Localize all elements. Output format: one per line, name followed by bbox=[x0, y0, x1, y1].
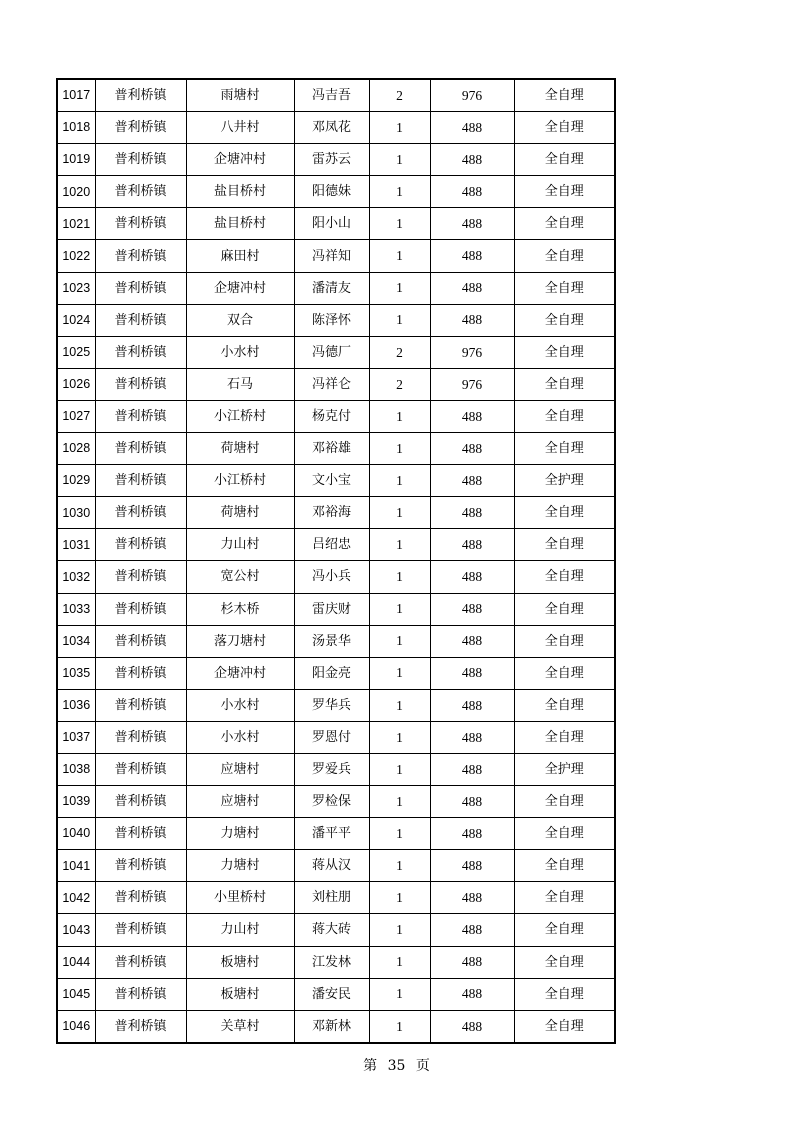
id-cell: 1018 bbox=[57, 112, 95, 144]
village-cell: 力山村 bbox=[186, 529, 294, 561]
id-cell: 1028 bbox=[57, 433, 95, 465]
town-cell: 普利桥镇 bbox=[95, 786, 186, 818]
id-cell: 1022 bbox=[57, 240, 95, 272]
count-cell: 2 bbox=[369, 368, 430, 400]
village-cell: 宽公村 bbox=[186, 561, 294, 593]
care-type-cell: 全自理 bbox=[514, 368, 615, 400]
table-row bbox=[57, 304, 615, 336]
town-cell: 普利桥镇 bbox=[95, 818, 186, 850]
id-cell: 1027 bbox=[57, 400, 95, 432]
amount-cell: 488 bbox=[430, 497, 514, 529]
care-type-cell: 全自理 bbox=[514, 914, 615, 946]
id-cell: 1040 bbox=[57, 818, 95, 850]
id-cell: 1044 bbox=[57, 946, 95, 978]
care-type-cell: 全自理 bbox=[514, 79, 615, 112]
care-type-cell: 全自理 bbox=[514, 721, 615, 753]
town-cell: 普利桥镇 bbox=[95, 561, 186, 593]
amount-cell: 488 bbox=[430, 272, 514, 304]
town-cell: 普利桥镇 bbox=[95, 882, 186, 914]
care-type-cell: 全自理 bbox=[514, 689, 615, 721]
count-cell: 1 bbox=[369, 625, 430, 657]
amount-cell: 488 bbox=[430, 400, 514, 432]
care-type-cell: 全自理 bbox=[514, 208, 615, 240]
village-cell: 板塘村 bbox=[186, 978, 294, 1010]
table-row bbox=[57, 657, 615, 689]
name-cell: 文小宝 bbox=[294, 465, 369, 497]
name-cell: 潘清友 bbox=[294, 272, 369, 304]
id-cell: 1041 bbox=[57, 850, 95, 882]
village-cell: 应塘村 bbox=[186, 753, 294, 785]
town-cell: 普利桥镇 bbox=[95, 914, 186, 946]
count-cell: 1 bbox=[369, 978, 430, 1010]
town-cell: 普利桥镇 bbox=[95, 336, 186, 368]
count-cell: 2 bbox=[369, 79, 430, 112]
village-cell: 双合 bbox=[186, 304, 294, 336]
care-type-cell: 全自理 bbox=[514, 240, 615, 272]
id-cell: 1032 bbox=[57, 561, 95, 593]
amount-cell: 488 bbox=[430, 529, 514, 561]
name-cell: 罗华兵 bbox=[294, 689, 369, 721]
town-cell: 普利桥镇 bbox=[95, 978, 186, 1010]
count-cell: 1 bbox=[369, 914, 430, 946]
id-cell: 1033 bbox=[57, 593, 95, 625]
village-cell: 关草村 bbox=[186, 1010, 294, 1043]
amount-cell: 488 bbox=[430, 946, 514, 978]
table-row bbox=[57, 978, 615, 1010]
amount-cell: 976 bbox=[430, 336, 514, 368]
id-cell: 1030 bbox=[57, 497, 95, 529]
table-row bbox=[57, 400, 615, 432]
id-cell: 1020 bbox=[57, 176, 95, 208]
village-cell: 应塘村 bbox=[186, 786, 294, 818]
count-cell: 1 bbox=[369, 721, 430, 753]
village-cell: 小江桥村 bbox=[186, 465, 294, 497]
village-cell: 力塘村 bbox=[186, 818, 294, 850]
count-cell: 1 bbox=[369, 400, 430, 432]
name-cell: 阳德妹 bbox=[294, 176, 369, 208]
amount-cell: 488 bbox=[430, 625, 514, 657]
care-type-cell: 全自理 bbox=[514, 561, 615, 593]
village-cell: 企塘冲村 bbox=[186, 144, 294, 176]
count-cell: 1 bbox=[369, 433, 430, 465]
name-cell: 潘平平 bbox=[294, 818, 369, 850]
care-type-cell: 全自理 bbox=[514, 433, 615, 465]
table-row bbox=[57, 593, 615, 625]
count-cell: 1 bbox=[369, 818, 430, 850]
amount-cell: 488 bbox=[430, 593, 514, 625]
count-cell: 1 bbox=[369, 208, 430, 240]
table-row bbox=[57, 176, 615, 208]
id-cell: 1026 bbox=[57, 368, 95, 400]
village-cell: 八井村 bbox=[186, 112, 294, 144]
care-type-cell: 全自理 bbox=[514, 144, 615, 176]
name-cell: 蒋大砖 bbox=[294, 914, 369, 946]
name-cell: 潘安民 bbox=[294, 978, 369, 1010]
amount-cell: 488 bbox=[430, 433, 514, 465]
table-row bbox=[57, 689, 615, 721]
village-cell: 盐目桥村 bbox=[186, 176, 294, 208]
table-row bbox=[57, 497, 615, 529]
town-cell: 普利桥镇 bbox=[95, 208, 186, 240]
town-cell: 普利桥镇 bbox=[95, 689, 186, 721]
town-cell: 普利桥镇 bbox=[95, 593, 186, 625]
town-cell: 普利桥镇 bbox=[95, 176, 186, 208]
amount-cell: 488 bbox=[430, 850, 514, 882]
amount-cell: 488 bbox=[430, 689, 514, 721]
care-type-cell: 全自理 bbox=[514, 882, 615, 914]
table-row bbox=[57, 753, 615, 785]
village-cell: 石马 bbox=[186, 368, 294, 400]
amount-cell: 488 bbox=[430, 753, 514, 785]
town-cell: 普利桥镇 bbox=[95, 112, 186, 144]
name-cell: 冯小兵 bbox=[294, 561, 369, 593]
id-cell: 1038 bbox=[57, 753, 95, 785]
name-cell: 罗爱兵 bbox=[294, 753, 369, 785]
id-cell: 1017 bbox=[57, 79, 95, 112]
name-cell: 罗恩付 bbox=[294, 721, 369, 753]
count-cell: 1 bbox=[369, 946, 430, 978]
care-type-cell: 全自理 bbox=[514, 978, 615, 1010]
table-row bbox=[57, 850, 615, 882]
id-cell: 1021 bbox=[57, 208, 95, 240]
table-row bbox=[57, 433, 615, 465]
care-type-cell: 全自理 bbox=[514, 818, 615, 850]
count-cell: 1 bbox=[369, 497, 430, 529]
village-cell: 杉木桥 bbox=[186, 593, 294, 625]
count-cell: 1 bbox=[369, 304, 430, 336]
care-type-cell: 全护理 bbox=[514, 753, 615, 785]
town-cell: 普利桥镇 bbox=[95, 433, 186, 465]
name-cell: 冯德厂 bbox=[294, 336, 369, 368]
town-cell: 普利桥镇 bbox=[95, 272, 186, 304]
village-cell: 力山村 bbox=[186, 914, 294, 946]
name-cell: 汤景华 bbox=[294, 625, 369, 657]
town-cell: 普利桥镇 bbox=[95, 400, 186, 432]
village-cell: 小水村 bbox=[186, 689, 294, 721]
village-cell: 盐目桥村 bbox=[186, 208, 294, 240]
village-cell: 小里桥村 bbox=[186, 882, 294, 914]
count-cell: 1 bbox=[369, 272, 430, 304]
table-row bbox=[57, 144, 615, 176]
village-cell: 小江桥村 bbox=[186, 400, 294, 432]
care-type-cell: 全护理 bbox=[514, 465, 615, 497]
village-cell: 落刀塘村 bbox=[186, 625, 294, 657]
id-cell: 1019 bbox=[57, 144, 95, 176]
village-cell: 雨塘村 bbox=[186, 79, 294, 112]
care-type-cell: 全自理 bbox=[514, 529, 615, 561]
count-cell: 1 bbox=[369, 240, 430, 272]
name-cell: 江发林 bbox=[294, 946, 369, 978]
records-table-container bbox=[56, 78, 616, 1044]
town-cell: 普利桥镇 bbox=[95, 946, 186, 978]
id-cell: 1042 bbox=[57, 882, 95, 914]
name-cell: 邓裕雄 bbox=[294, 433, 369, 465]
amount-cell: 488 bbox=[430, 818, 514, 850]
village-cell: 小水村 bbox=[186, 336, 294, 368]
care-type-cell: 全自理 bbox=[514, 400, 615, 432]
count-cell: 1 bbox=[369, 529, 430, 561]
id-cell: 1034 bbox=[57, 625, 95, 657]
care-type-cell: 全自理 bbox=[514, 1010, 615, 1043]
id-cell: 1043 bbox=[57, 914, 95, 946]
page-footer bbox=[0, 1055, 793, 1075]
count-cell: 1 bbox=[369, 1010, 430, 1043]
count-cell: 1 bbox=[369, 561, 430, 593]
amount-cell: 488 bbox=[430, 882, 514, 914]
name-cell: 陈泽怀 bbox=[294, 304, 369, 336]
table-row bbox=[57, 914, 615, 946]
care-type-cell: 全自理 bbox=[514, 336, 615, 368]
amount-cell: 488 bbox=[430, 978, 514, 1010]
table-row bbox=[57, 561, 615, 593]
count-cell: 1 bbox=[369, 465, 430, 497]
id-cell: 1024 bbox=[57, 304, 95, 336]
table-row bbox=[57, 1010, 615, 1043]
amount-cell: 488 bbox=[430, 208, 514, 240]
id-cell: 1037 bbox=[57, 721, 95, 753]
village-cell: 板塘村 bbox=[186, 946, 294, 978]
name-cell: 冯吉吾 bbox=[294, 79, 369, 112]
town-cell: 普利桥镇 bbox=[95, 144, 186, 176]
records-table bbox=[56, 78, 616, 1044]
table-row bbox=[57, 625, 615, 657]
table-row bbox=[57, 272, 615, 304]
count-cell: 1 bbox=[369, 176, 430, 208]
name-cell: 邓新林 bbox=[294, 1010, 369, 1043]
id-cell: 1025 bbox=[57, 336, 95, 368]
town-cell: 普利桥镇 bbox=[95, 497, 186, 529]
id-cell: 1045 bbox=[57, 978, 95, 1010]
count-cell: 1 bbox=[369, 689, 430, 721]
amount-cell: 488 bbox=[430, 144, 514, 176]
table-row bbox=[57, 336, 615, 368]
table-row bbox=[57, 465, 615, 497]
care-type-cell: 全自理 bbox=[514, 176, 615, 208]
name-cell: 阳小山 bbox=[294, 208, 369, 240]
name-cell: 冯祥知 bbox=[294, 240, 369, 272]
care-type-cell: 全自理 bbox=[514, 657, 615, 689]
amount-cell: 488 bbox=[430, 112, 514, 144]
name-cell: 罗检保 bbox=[294, 786, 369, 818]
town-cell: 普利桥镇 bbox=[95, 79, 186, 112]
table-row bbox=[57, 818, 615, 850]
id-cell: 1023 bbox=[57, 272, 95, 304]
amount-cell: 976 bbox=[430, 79, 514, 112]
town-cell: 普利桥镇 bbox=[95, 465, 186, 497]
town-cell: 普利桥镇 bbox=[95, 657, 186, 689]
count-cell: 2 bbox=[369, 336, 430, 368]
village-cell: 小水村 bbox=[186, 721, 294, 753]
amount-cell: 488 bbox=[430, 176, 514, 208]
name-cell: 刘柱朋 bbox=[294, 882, 369, 914]
care-type-cell: 全自理 bbox=[514, 304, 615, 336]
table-row bbox=[57, 368, 615, 400]
count-cell: 1 bbox=[369, 882, 430, 914]
village-cell: 荷塘村 bbox=[186, 497, 294, 529]
id-cell: 1039 bbox=[57, 786, 95, 818]
name-cell: 阳金亮 bbox=[294, 657, 369, 689]
amount-cell: 488 bbox=[430, 561, 514, 593]
village-cell: 企塘冲村 bbox=[186, 272, 294, 304]
table-row bbox=[57, 208, 615, 240]
table-row bbox=[57, 946, 615, 978]
town-cell: 普利桥镇 bbox=[95, 850, 186, 882]
care-type-cell: 全自理 bbox=[514, 593, 615, 625]
count-cell: 1 bbox=[369, 144, 430, 176]
page-suffix: 页 bbox=[415, 1058, 430, 1074]
table-row bbox=[57, 786, 615, 818]
name-cell: 雷苏云 bbox=[294, 144, 369, 176]
name-cell: 蒋从汉 bbox=[294, 850, 369, 882]
care-type-cell: 全自理 bbox=[514, 272, 615, 304]
amount-cell: 488 bbox=[430, 657, 514, 689]
care-type-cell: 全自理 bbox=[514, 786, 615, 818]
amount-cell: 488 bbox=[430, 721, 514, 753]
name-cell: 雷庆财 bbox=[294, 593, 369, 625]
name-cell: 杨克付 bbox=[294, 400, 369, 432]
name-cell: 冯祥仑 bbox=[294, 368, 369, 400]
table-row bbox=[57, 529, 615, 561]
page-prefix: 第 bbox=[363, 1058, 378, 1074]
id-cell: 1036 bbox=[57, 689, 95, 721]
village-cell: 企塘冲村 bbox=[186, 657, 294, 689]
amount-cell: 488 bbox=[430, 304, 514, 336]
care-type-cell: 全自理 bbox=[514, 112, 615, 144]
table-row bbox=[57, 112, 615, 144]
care-type-cell: 全自理 bbox=[514, 497, 615, 529]
town-cell: 普利桥镇 bbox=[95, 625, 186, 657]
town-cell: 普利桥镇 bbox=[95, 1010, 186, 1043]
town-cell: 普利桥镇 bbox=[95, 368, 186, 400]
count-cell: 1 bbox=[369, 593, 430, 625]
town-cell: 普利桥镇 bbox=[95, 304, 186, 336]
name-cell: 邓裕海 bbox=[294, 497, 369, 529]
id-cell: 1029 bbox=[57, 465, 95, 497]
count-cell: 1 bbox=[369, 112, 430, 144]
count-cell: 1 bbox=[369, 786, 430, 818]
care-type-cell: 全自理 bbox=[514, 850, 615, 882]
id-cell: 1046 bbox=[57, 1010, 95, 1043]
id-cell: 1035 bbox=[57, 657, 95, 689]
amount-cell: 976 bbox=[430, 368, 514, 400]
care-type-cell: 全自理 bbox=[514, 946, 615, 978]
name-cell: 邓凤花 bbox=[294, 112, 369, 144]
village-cell: 力塘村 bbox=[186, 850, 294, 882]
table-row bbox=[57, 79, 615, 112]
id-cell: 1031 bbox=[57, 529, 95, 561]
name-cell: 吕绍忠 bbox=[294, 529, 369, 561]
table-row bbox=[57, 240, 615, 272]
count-cell: 1 bbox=[369, 850, 430, 882]
town-cell: 普利桥镇 bbox=[95, 529, 186, 561]
count-cell: 1 bbox=[369, 657, 430, 689]
amount-cell: 488 bbox=[430, 465, 514, 497]
table-body bbox=[57, 79, 615, 1043]
count-cell: 1 bbox=[369, 753, 430, 785]
table-row bbox=[57, 721, 615, 753]
town-cell: 普利桥镇 bbox=[95, 753, 186, 785]
amount-cell: 488 bbox=[430, 1010, 514, 1043]
table-row bbox=[57, 882, 615, 914]
town-cell: 普利桥镇 bbox=[95, 721, 186, 753]
village-cell: 麻田村 bbox=[186, 240, 294, 272]
amount-cell: 488 bbox=[430, 914, 514, 946]
page-number: 35 bbox=[387, 1058, 406, 1074]
amount-cell: 488 bbox=[430, 240, 514, 272]
town-cell: 普利桥镇 bbox=[95, 240, 186, 272]
village-cell: 荷塘村 bbox=[186, 433, 294, 465]
amount-cell: 488 bbox=[430, 786, 514, 818]
care-type-cell: 全自理 bbox=[514, 625, 615, 657]
